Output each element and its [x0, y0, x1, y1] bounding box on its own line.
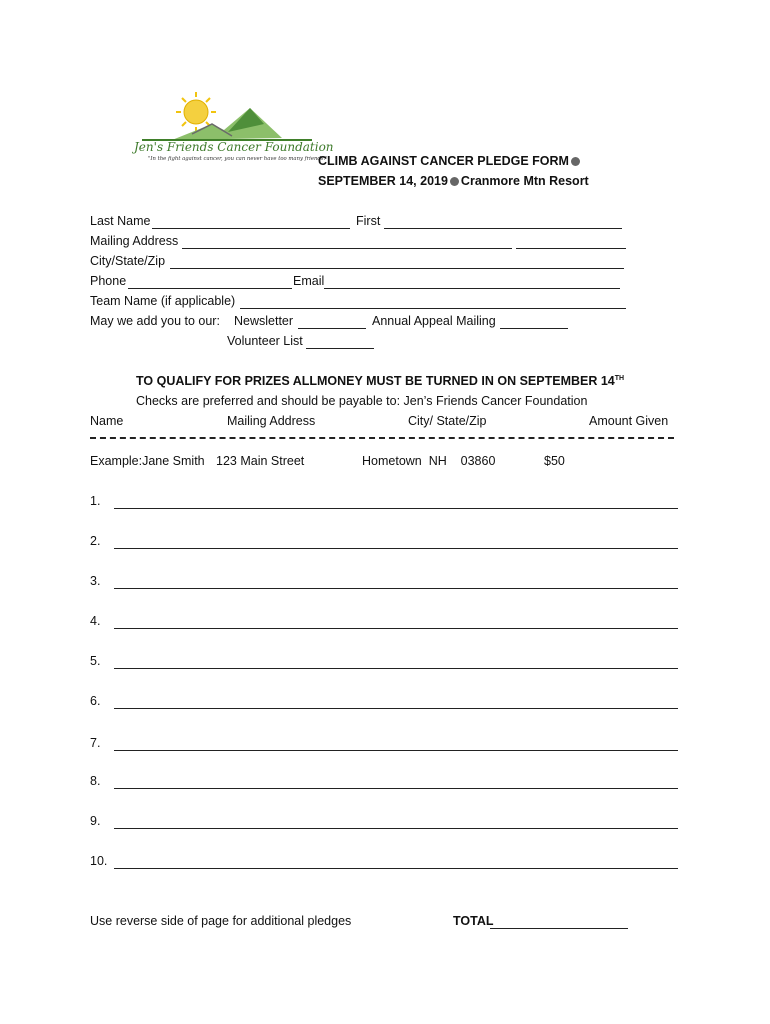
bullet-icon [450, 177, 459, 186]
mailing-address-field[interactable] [182, 248, 512, 249]
pledge-row-line[interactable] [114, 828, 678, 829]
pledge-row-line[interactable] [114, 588, 678, 589]
pledge-row-line[interactable] [114, 868, 678, 869]
city-state-zip-field[interactable] [170, 268, 624, 269]
header-city-state-zip: City/ State/Zip [408, 414, 487, 428]
first-name-field[interactable] [384, 228, 622, 229]
pledge-row-line[interactable] [114, 668, 678, 669]
pledge-row-line[interactable] [114, 628, 678, 629]
newsletter-label: Newsletter [234, 314, 294, 328]
total-field[interactable] [490, 928, 628, 929]
email-field[interactable] [324, 288, 620, 289]
pledge-row-number: 6. [90, 694, 101, 708]
pledge-row-line[interactable] [114, 750, 678, 751]
pledge-row-line[interactable] [114, 788, 678, 789]
reverse-side-note: Use reverse side of page for additional pledges [90, 914, 352, 928]
example-amount: $50 [544, 454, 565, 468]
header-amount-given: Amount Given [589, 414, 669, 428]
pledge-row-number: 8. [90, 774, 101, 788]
team-name-field[interactable] [240, 308, 626, 309]
example-name: Example:Jane Smith [90, 454, 205, 468]
pledge-row-line[interactable] [114, 548, 678, 549]
logo-tagline: "In the fight against cancer, you can never have too many friends." [148, 156, 328, 162]
example-city: Hometown NH 03860 [362, 454, 496, 468]
pledge-row-number: 10. [90, 854, 108, 868]
volunteer-list-field[interactable] [306, 348, 374, 349]
header-mailing-address: Mailing Address [227, 414, 316, 428]
foundation-logo [132, 90, 334, 170]
pledge-row-line[interactable] [114, 508, 678, 509]
checks-payable-note: Checks are preferred and should be payable to: Jen’s Friends Cancer Foundation [136, 394, 588, 408]
city-state-zip-label: City/State/Zip [90, 254, 166, 268]
qualify-notice: TO QUALIFY FOR PRIZES ALLMONEY MUST BE TURNED IN ON SEPTEMBER 14TH [136, 374, 625, 388]
email-label: Email [293, 274, 325, 288]
volunteer-list-label: Volunteer List [227, 334, 303, 348]
bullet-icon [571, 157, 580, 166]
mailing-address-field-2[interactable] [516, 248, 626, 249]
pledge-row-number: 4. [90, 614, 101, 628]
form-title: CLIMB AGAINST CANCER PLEDGE FORM [318, 154, 582, 168]
add-to-label: May we add you to our: [90, 314, 220, 328]
pledge-row-number: 1. [90, 494, 101, 508]
pledge-row-number: 3. [90, 574, 101, 588]
first-name-label: First [356, 214, 381, 228]
annual-appeal-field[interactable] [500, 328, 568, 329]
pledge-row-number: 7. [90, 736, 101, 750]
header-divider [90, 437, 674, 439]
header-name: Name [90, 414, 124, 428]
pledge-row-number: 9. [90, 814, 101, 828]
total-label: TOTAL [453, 914, 494, 928]
phone-field[interactable] [128, 288, 292, 289]
mailing-address-label: Mailing Address [90, 234, 179, 248]
newsletter-field[interactable] [298, 328, 366, 329]
last-name-field[interactable] [152, 228, 350, 229]
pledge-row-line[interactable] [114, 708, 678, 709]
annual-appeal-label: Annual Appeal Mailing [372, 314, 496, 328]
team-name-label: Team Name (if applicable) [90, 294, 236, 308]
pledge-row-number: 2. [90, 534, 101, 548]
last-name-label: Last Name [90, 214, 151, 228]
mountain-icon [142, 108, 312, 140]
example-address: 123 Main Street [216, 454, 305, 468]
logo-name: Jen's Friends Cancer Foundation [134, 140, 334, 154]
event-date-location: SEPTEMBER 14, 2019 Cranmore Mtn Resort [318, 174, 589, 188]
phone-label: Phone [90, 274, 127, 288]
pledge-row-number: 5. [90, 654, 101, 668]
